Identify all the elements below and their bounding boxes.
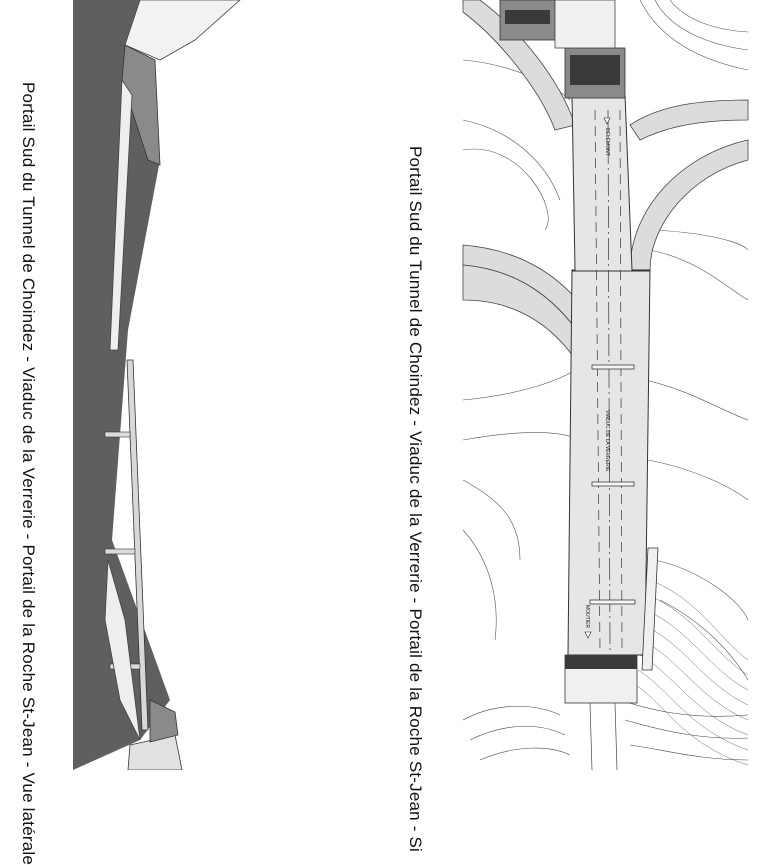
site-plan <box>463 0 748 770</box>
side-view-south-buttress <box>150 700 178 742</box>
side-view-pier-1 <box>105 432 130 437</box>
plan-south-portal-frame <box>565 655 637 669</box>
side-view-pier-2 <box>105 549 135 554</box>
side-view-caption: Portail Sud du Tunnel de Choindez - Viaduc de la Verrerie - Portail de la Roche St-Jean - Vue latérale <box>19 82 38 865</box>
plan-rock-area <box>463 700 748 760</box>
site-plan-caption: Portail Sud du Tunnel de Choindez - Viaduc de la Verrerie - Portail de la Roche St-Jean - Si <box>406 146 425 853</box>
plan-north-portal-west-opening <box>505 10 550 24</box>
plan-ramp-east-curve <box>630 140 748 270</box>
plan-label-moutier: MOUTIER <box>584 605 590 629</box>
plan-ramp-east-top <box>630 100 748 140</box>
side-view-upper-slope <box>125 0 240 60</box>
plan-north-portal-wingwall <box>555 0 615 48</box>
plan-label-delemont: DELÉMONT <box>604 128 610 156</box>
plan-south-tunnel-axis <box>590 703 592 770</box>
plan-north-portal-main-opening <box>570 55 620 85</box>
side-view-elevation <box>73 0 240 770</box>
plan-label-viaduct: VIADUC DE LA VERRERIE <box>604 410 610 472</box>
plan-south-tunnel-axis-2 <box>615 703 617 770</box>
